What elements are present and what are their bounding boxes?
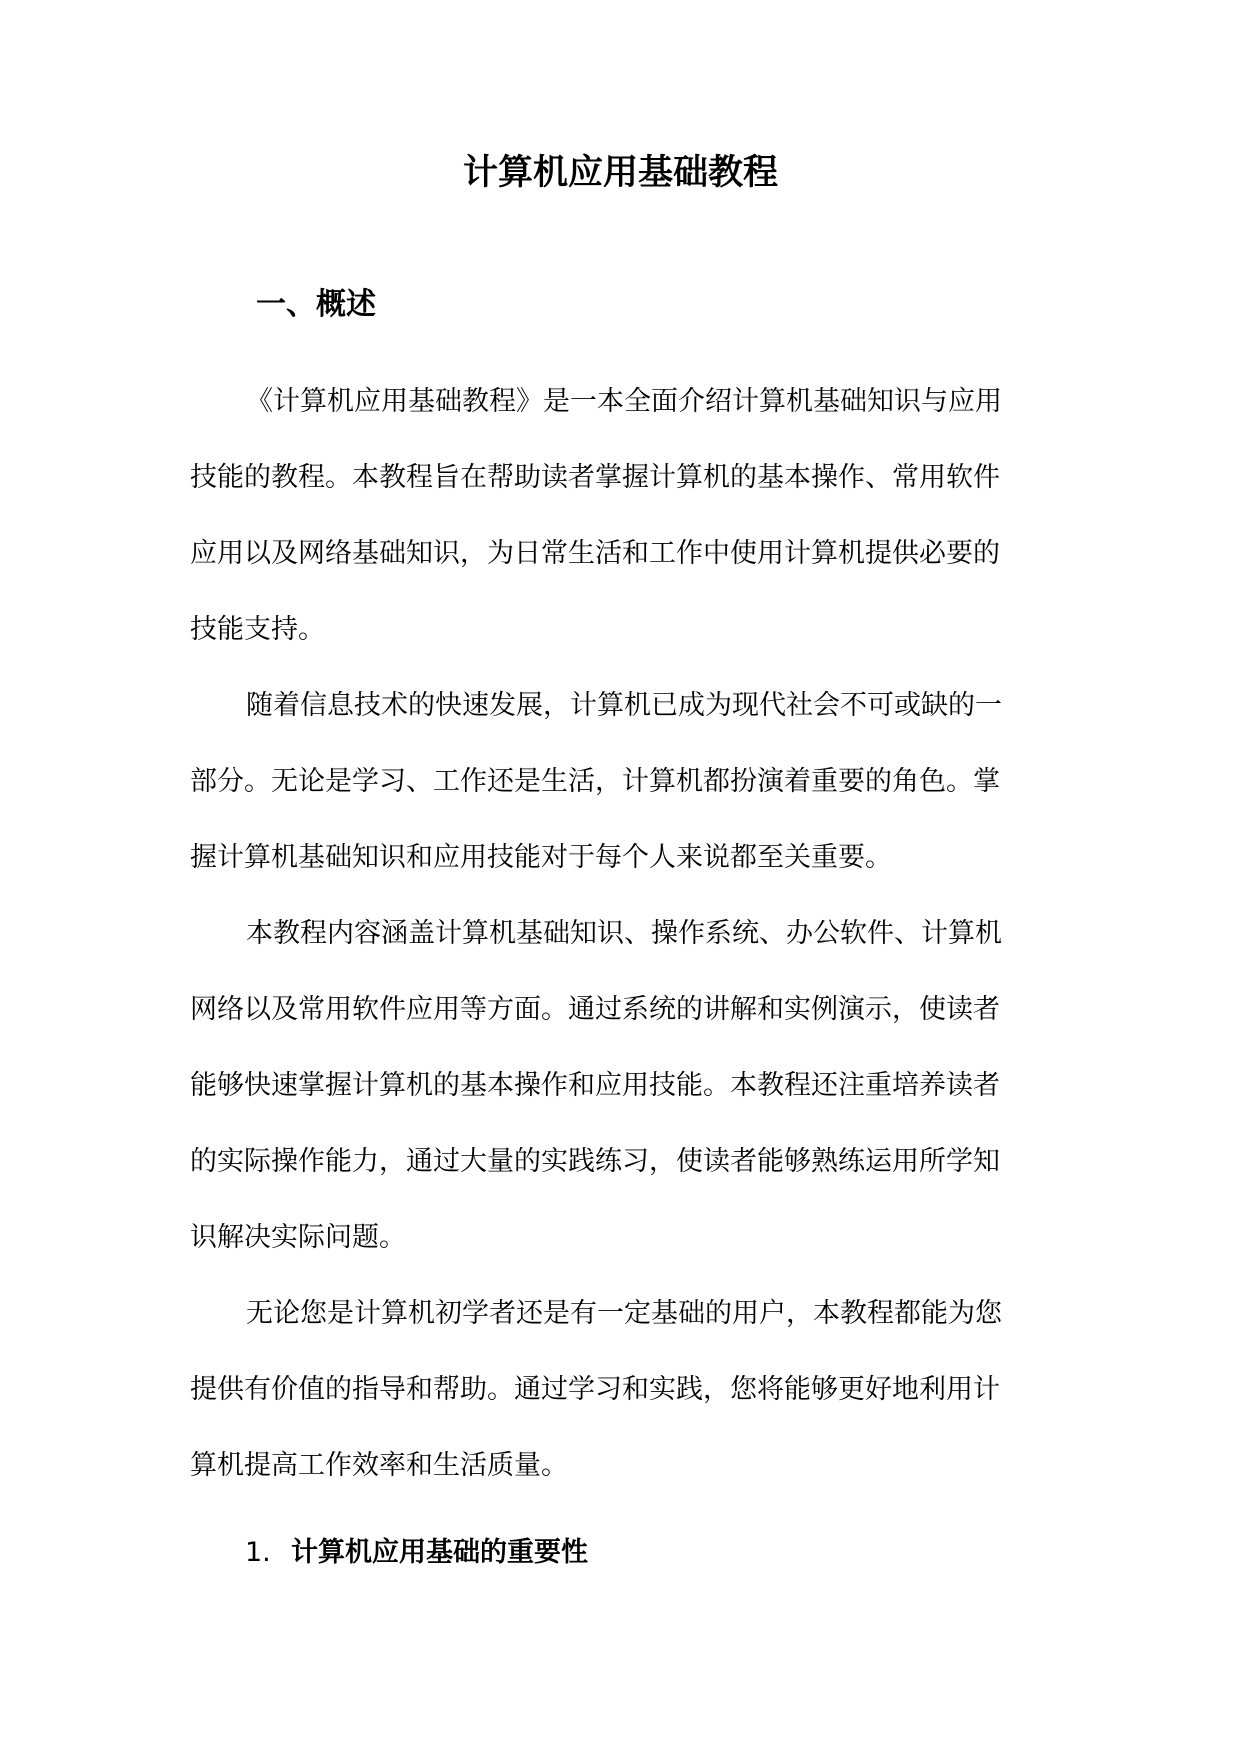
document-body [190, 364, 1052, 1504]
paragraph-line: 识解决实际问题。 [190, 1222, 406, 1253]
subsection-number: 1. [245, 1537, 271, 1568]
paragraph-line: 技能的教程。本教程旨在帮助读者掌握计算机的基本操作、常用软件 [190, 462, 1000, 493]
paragraph-line: 应用以及网络基础知识，为日常生活和工作中使用计算机提供必要的 [190, 538, 1000, 569]
paragraph-line: 部分。无论是学习、工作还是生活，计算机都扮演着重要的角色。掌 [190, 766, 1000, 797]
paragraph-line: 能够快速掌握计算机的基本操作和应用技能。本教程还注重培养读者 [190, 1070, 1000, 1101]
paragraph-line: 本教程内容涵盖计算机基础知识、操作系统、办公软件、计算机 [246, 918, 1002, 949]
paragraph-line: 握计算机基础知识和应用技能对于每个人来说都至关重要。 [190, 842, 892, 873]
paragraph-3 [190, 896, 1052, 1276]
paragraph-4 [190, 1276, 1052, 1504]
paragraph-line: 《计算机应用基础教程》是一本全面介绍计算机基础知识与应用 [246, 386, 1002, 417]
paragraph-line: 算机提高工作效率和生活质量。 [190, 1450, 568, 1481]
paragraph-1 [190, 364, 1052, 668]
subsection-heading [245, 1533, 588, 1573]
paragraph-line: 技能支持。 [190, 614, 325, 645]
paragraph-2 [190, 668, 1052, 896]
document-title: 计算机应用基础教程 [462, 152, 778, 193]
section-heading: 一、概述 [256, 287, 376, 322]
paragraph-line: 提供有价值的指导和帮助。通过学习和实践，您将能够更好地利用计 [190, 1374, 1000, 1405]
paragraph-line: 的实际操作能力，通过大量的实践练习，使读者能够熟练运用所学知 [190, 1146, 1000, 1177]
paragraph-line: 网络以及常用软件应用等方面。通过系统的讲解和实例演示，使读者 [190, 994, 1000, 1025]
paragraph-line: 随着信息技术的快速发展，计算机已成为现代社会不可或缺的一 [246, 690, 1002, 721]
subsection-title: 计算机应用基础的重要性 [291, 1537, 588, 1568]
paragraph-line: 无论您是计算机初学者还是有一定基础的用户，本教程都能为您 [246, 1298, 1002, 1329]
